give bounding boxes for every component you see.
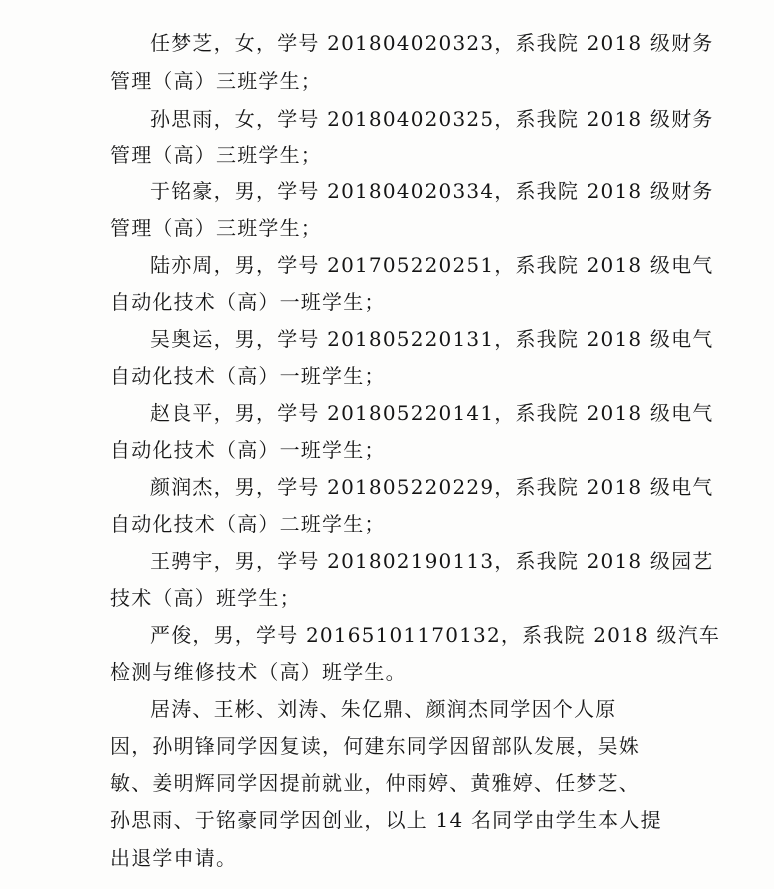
text-line: 陆亦周，男，学号 201705220251，系我院 2018 级电气 [150, 253, 714, 277]
text-line: 严俊，男，学号 20165101170132，系我院 2018 级汽车 [150, 623, 721, 647]
text-line: 王骋宇，男，学号 201802190113，系我院 2018 级园艺 [150, 549, 714, 573]
text-line: 自动化技术（高）一班学生； [110, 438, 386, 462]
text-line: 颜润杰，男，学号 201805220229，系我院 2018 级电气 [150, 475, 714, 499]
text-line: 自动化技术（高）二班学生； [110, 512, 386, 536]
text-line: 吴奥运，男，学号 201805220131，系我院 2018 级电气 [150, 327, 714, 351]
text-line: 孙思雨、于铭豪同学因创业，以上 14 名同学由学生本人提 [110, 808, 662, 832]
text-line: 任梦芝，女，学号 201804020323，系我院 2018 级财务 [150, 31, 714, 55]
text-line: 自动化技术（高）一班学生； [110, 290, 386, 314]
text-line: 出退学申请。 [110, 846, 238, 870]
text-line: 孙思雨，女，学号 201804020325，系我院 2018 级财务 [150, 107, 714, 131]
text-line: 于铭豪，男，学号 201804020334，系我院 2018 级财务 [150, 179, 714, 203]
text-line: 技术（高）班学生； [110, 586, 301, 610]
text-line: 管理（高）三班学生； [110, 143, 322, 167]
text-line: 管理（高）三班学生； [110, 69, 322, 93]
text-line: 赵良平，男，学号 201805220141，系我院 2018 级电气 [150, 401, 714, 425]
text-line: 居涛、王彬、刘涛、朱亿鼎、颜润杰同学因个人原 [150, 697, 617, 721]
text-line: 检测与维修技术（高）班学生。 [110, 660, 407, 684]
text-line: 管理（高）三班学生； [110, 216, 322, 240]
text-line: 敏、姜明辉同学因提前就业，仲雨婷、黄雅婷、任梦芝、 [110, 771, 640, 795]
text-line: 因，孙明锋同学因复读，何建东同学因留部队发展，吴姝 [110, 734, 640, 758]
text-line: 自动化技术（高）一班学生； [110, 364, 386, 388]
